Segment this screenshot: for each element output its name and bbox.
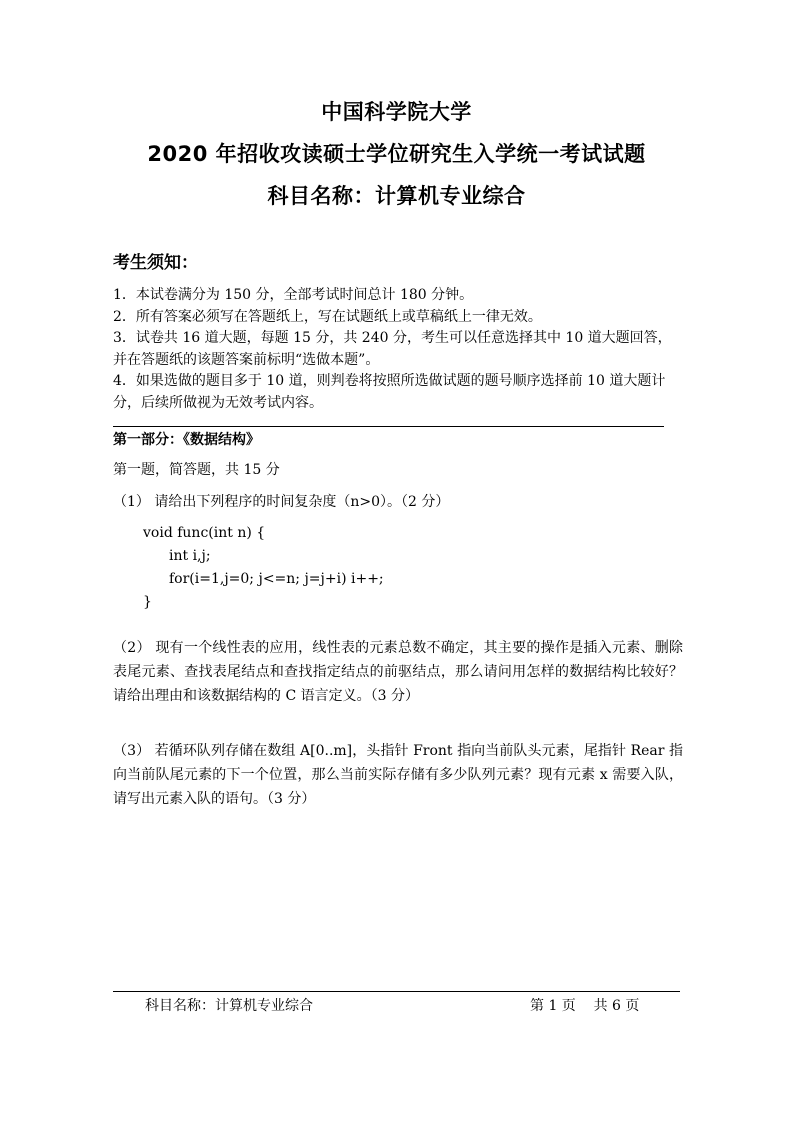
code-line: void func(int n) { xyxy=(143,525,266,541)
subject-title: 科目名称：计算机专业综合 xyxy=(267,184,526,208)
notice-item: 1．本试卷满分为 150 分，全部考试时间总计 180 分钟。 xyxy=(113,287,474,303)
notice-list xyxy=(113,285,683,414)
notice-item: 2．所有答案必须写在答题纸上，写在试题纸上或草稿纸上一律无效。 xyxy=(113,308,542,325)
question-2: （2） 现有一个线性表的应用，线性表的元素总数不确定，其主要的操作是插入元素、删除表尾元素、查找表尾结点和查找指定结点的前驱结点，那么请问用怎样的数据结构比较好？请给出理由和该数据结构的 C 语言定义。（3 分） xyxy=(113,640,683,704)
notice-item: 3．试卷共 16 道大题，每题 15 分，共 240 分，考生可以任意选择其中 10 道大题回答，并在答题纸的该题答案前标明“选做本题”。 xyxy=(113,330,672,368)
university-title: 中国科学院大学 xyxy=(321,100,472,124)
footer-divider xyxy=(113,991,680,992)
question-3: （3） 若循环队列存储在数组 A[0..m]，头指针 Front 指向当前队头元素，尾指针 Rear 指向当前队尾元素的下一个位置，那么当前实际存储有多少队列元素？现有元素 x 需要入队，请写出元素入队的语句。（3 分） xyxy=(113,743,683,807)
exam-title: 2020 年招收攻读硕士学位研究生入学统一考试试题 xyxy=(147,142,646,166)
code-line: for(i=1,j=0; j<=n; j=j+i) i++; xyxy=(169,571,384,587)
code-line: int i,j; xyxy=(169,548,211,564)
code-line: } xyxy=(143,594,152,610)
notice-item: 4．如果选做的题目多于 10 道，则判卷将按照所选做试题的题号顺序选择前 10 道大题计分，后续所做视为无效考试内容。 xyxy=(113,373,666,411)
notice-heading: 考生须知： xyxy=(113,253,198,273)
question-1: （1） 请给出下列程序的时间复杂度（n>0）。（2 分） xyxy=(113,494,450,510)
footer-page-number: 第 1 页 共 6 页 xyxy=(530,998,640,1014)
question-intro: 第一题，简答题，共 15 分 xyxy=(113,462,280,478)
section-heading: 第一部分：《数据结构》 xyxy=(113,432,260,448)
exam-header xyxy=(0,100,793,226)
code-block xyxy=(143,522,384,614)
section-divider xyxy=(113,426,664,427)
footer-subject: 科目名称：计算机专业综合 xyxy=(145,998,313,1014)
